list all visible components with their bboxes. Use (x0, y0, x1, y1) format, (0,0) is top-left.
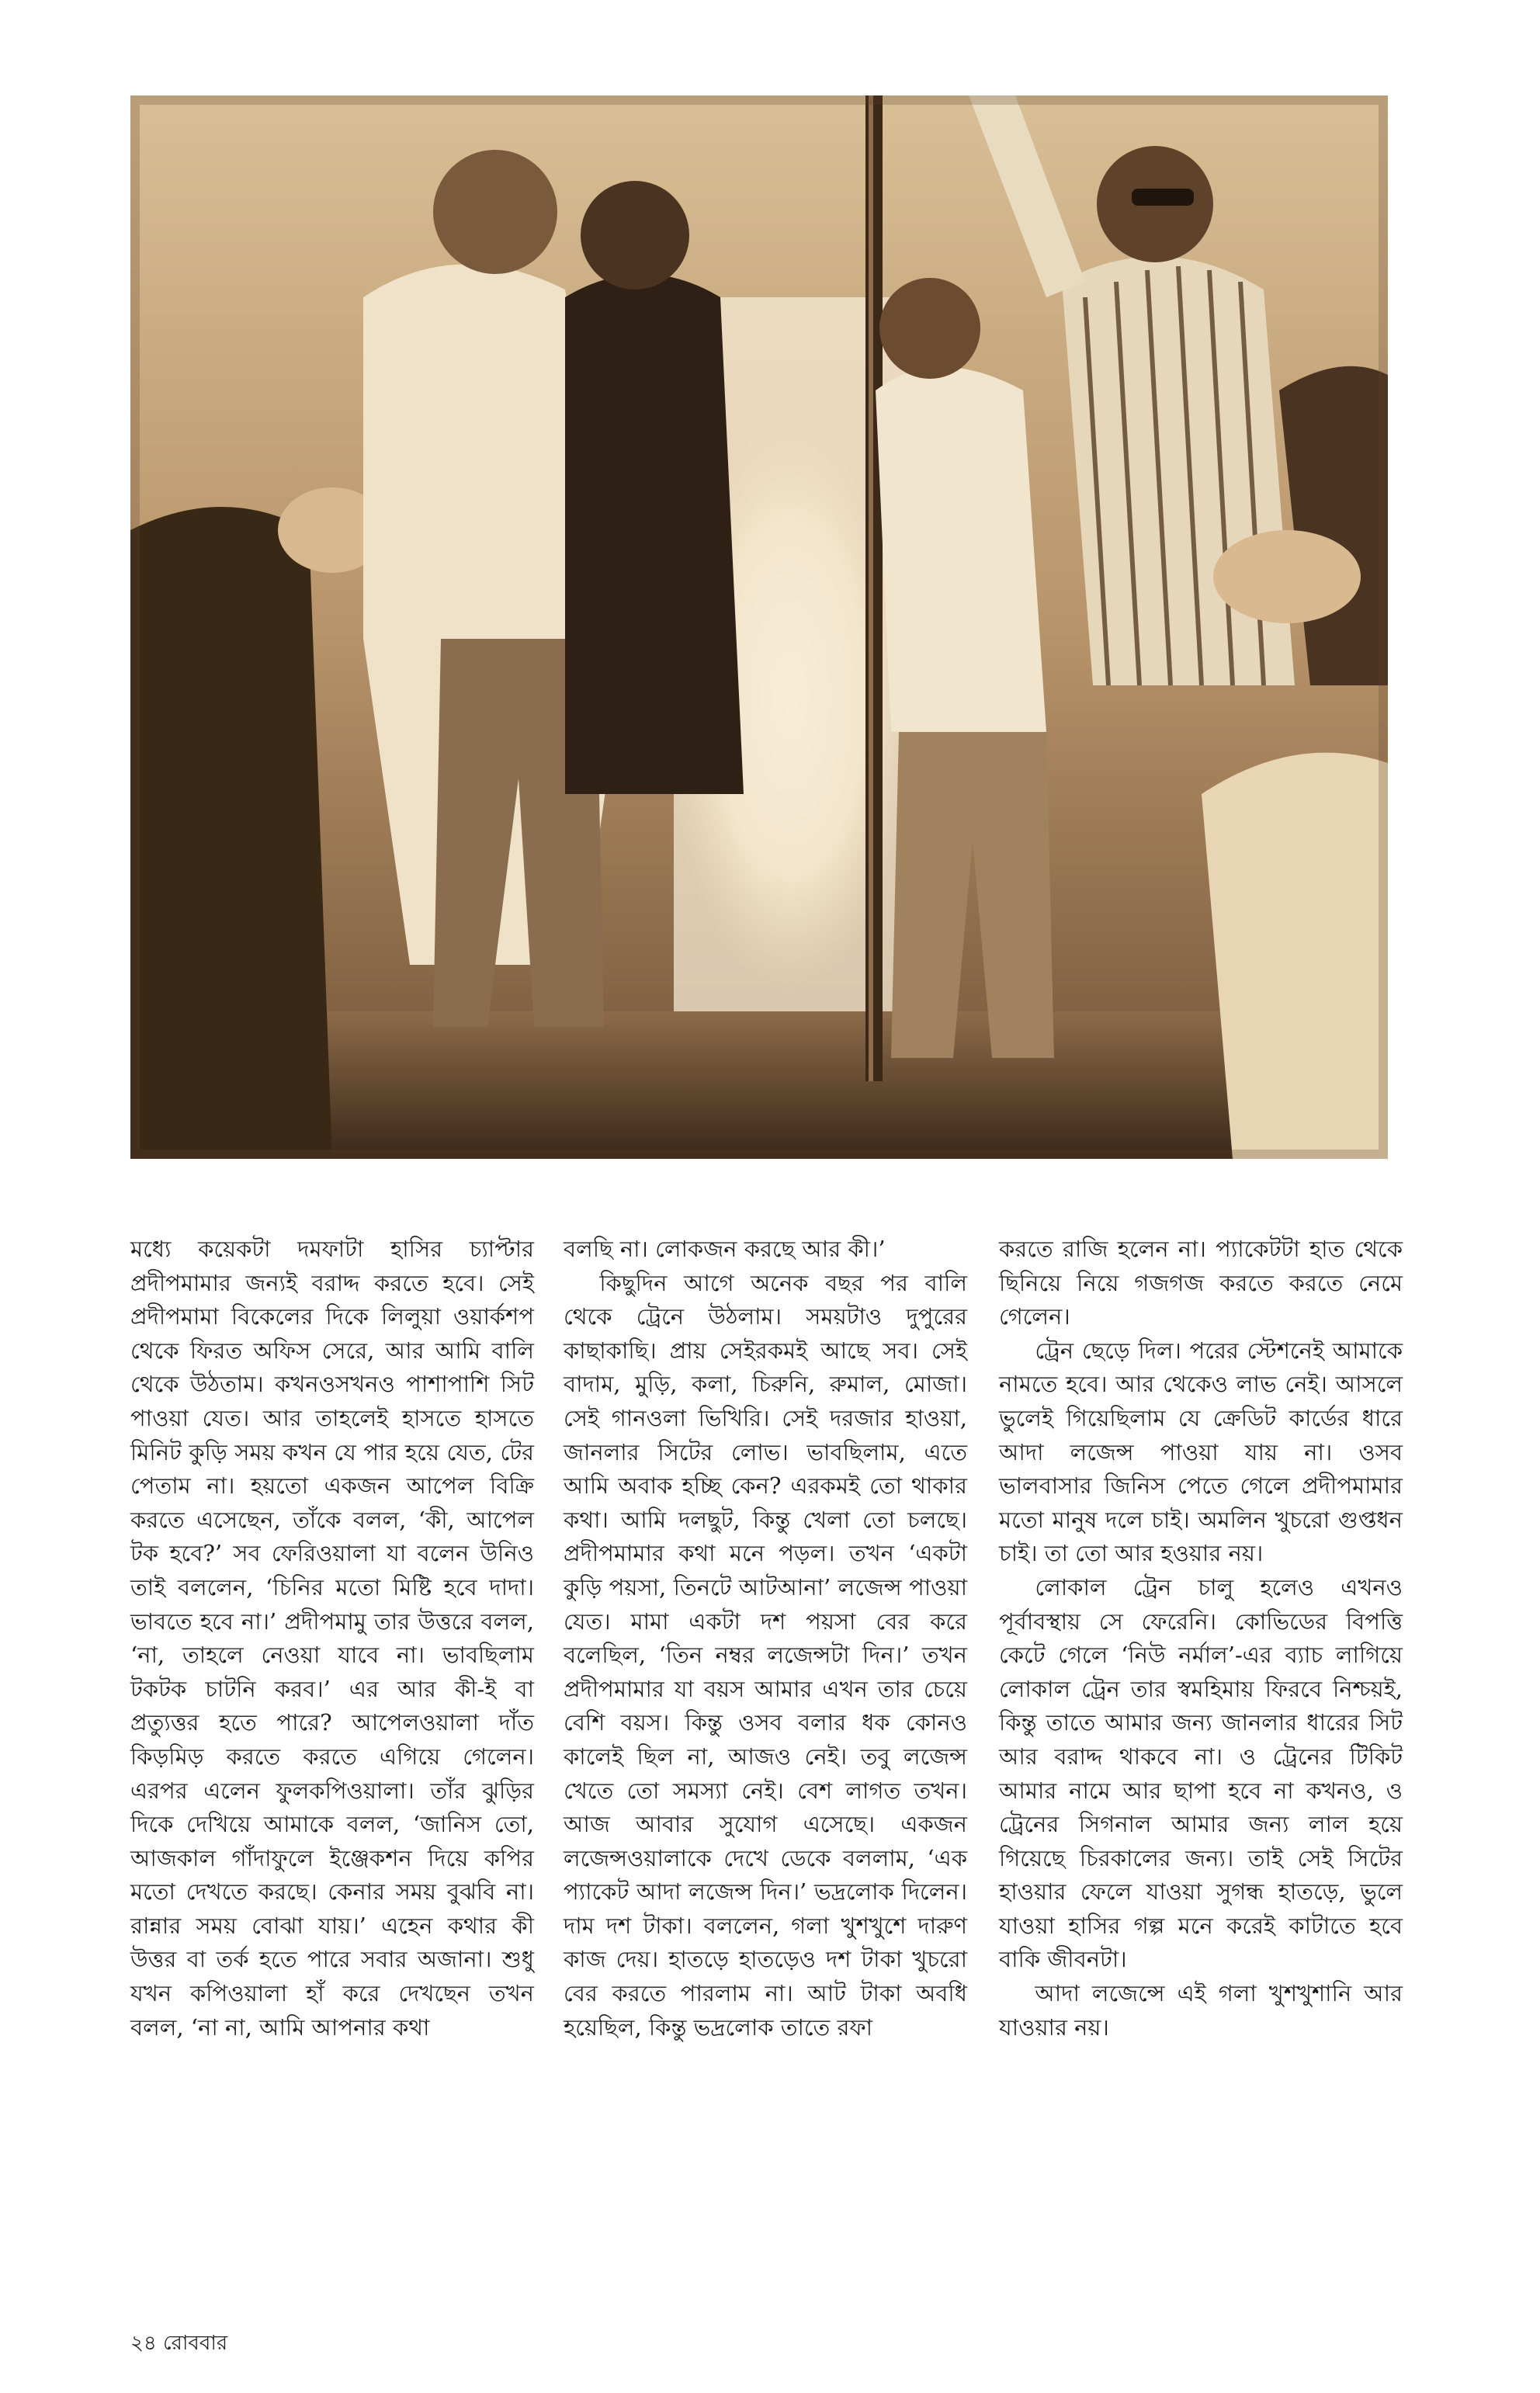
paragraph: করতে রাজি হলেন না। প্যাকেটটা হাত থেকে ছিনিয়ে নিয়ে গজগজ করতে করতে নেমে গেলেন। (999, 1236, 1403, 1330)
article-column-1 (130, 1233, 534, 2044)
paragraph: আদা লজেন্সে এই গলা খুশখুশানি আর যাওয়ার নয়। (999, 1980, 1403, 2041)
page-folio: ২৪ রোববার (130, 2332, 228, 2355)
paragraph: লোকাল ট্রেন চালু হলেও এখনও পূর্বাবস্থায় সে ফেরেনি। কোভিডের বিপত্তি কেটে গেলে ‘নিউ নর্মাল’-এর ব্যাচ লাগিয়ে লোকাল ট্রেন তার স্বমহিমায় ফিরবে নিশ্চয়ই, কিন্তু তাতে আমার জন্য জানলার ধারের সিট আর বরাদ্দ থাকবে না। ও ট্রেনের টিকিট আমার নামে আর ছাপা হবে না কখনও, ও ট্রেনের সিগনাল আমার জন্য লাল হয়ে গিয়েছে চিরকালের জন্য। তাই সেই সিটের হাওয়ার ফেলে যাওয়া সুগন্ধ হাতড়ে, ভুলে যাওয়া হাসির গল্প মনে করেই কাটাতে হবে বাকি জীবনটা। (999, 1573, 1403, 1973)
paragraph: বলছি না। লোকজন করছে আর কী।’ (564, 1236, 886, 1262)
paragraph: কিছুদিন আগে অনেক বছর পর বালি থেকে ট্রেনে উঠলাম। সময়টাও দুপুরের কাছাকাছি। প্রায় সেইরকমই আছে সব। সেই বাদাম, মুড়ি, কলা, চিরুনি, রুমাল, মোজা। সেই গানওলা ভিখিরি। সেই দরজার হাওয়া, জানলার সিটের লোভ। ভাবছিলাম, এতে আমি অবাক হচ্ছি কেন? এরকমই তো থাকার কথা। আমি দলছুট, কিন্তু খেলা তো চলছে। প্রদীপমামার কথা মনে পড়ল। তখন ‘একটা কুড়ি পয়সা, তিনটে আটআনা’ লজেন্স পাওয়া যেত। মামা একটা দশ পয়সা বের করে বলেছিল, ‘তিন নম্বর লজেন্সটা দিন।’ তখন প্রদীপমামার যা বয়স আমার এখন তার চেয়ে বেশি বয়স। কিন্তু ওসব বলার ধক কোনও কালেই ছিল না, আজও নেই। তবু লজেন্স খেতে তো সমস্যা নেই। বেশ লাগত তখন। আজ আবার সুযোগ এসেছে। একজন লজেন্সওয়ালাকে দেখে ডেকে বললাম, ‘এক প্যাকেট আদা লজেন্স দিন।’ ভদ্রলোক দিলেন। দাম দশ টাকা। বললেন, গলা খুশখুশে দারুণ কাজ দেয়। হাতড়ে হাতড়েও দশ টাকা খুচরো বের করতে পারলাম না। আট টাকা অবধি হয়েছিল, কিন্তু ভদ্রলোক তাতে রফা (564, 1269, 967, 2041)
article-column-3 (999, 1233, 1403, 2044)
article-column-2 (564, 1233, 967, 2044)
paragraph: মধ্যে কয়েকটা দমফাটা হাসির চ্যাপ্টার প্রদীপমামার জন্যই বরাদ্দ করতে হবে। সেই প্রদীপমামা বিকেলের দিকে লিলুয়া ওয়ার্কশপ থেকে ফিরত অফিস সেরে, আর আমি বালি থেকে উঠতাম। কখনওসখনও পাশাপাশি সিট পাওয়া যেত। আর তাহলেই হাসতে হাসতে মিনিট কুড়ি সময় কখন যে পার হয়ে যেত, টের পেতাম না। হয়তো একজন আপেল বিক্রি করতে এসেছেন, তাঁকে বলল, ‘কী, আপেল টক হবে?’ সব ফেরিওয়ালা যা বলেন উনিও তাই বললেন, ‘চিনির মতো মিষ্টি হবে দাদা। ভাবতে হবে না।’ প্রদীপমামু তার উত্তরে বলল, ‘না, তাহলে নেওয়া যাবে না। ভাবছিলাম টকটক চাটনি করব।’ এর আর কী-ই বা প্রত্যুত্তর হতে পারে? আপেলওয়ালা দাঁত কিড়মিড় করতে করতে এগিয়ে গেলেন। এরপর এলেন ফুলকপিওয়ালা। তাঁর ঝুড়ির দিকে দেখিয়ে আমাকে বলল, ‘জানিস তো, আজকাল গাঁদাফুলে ইঞ্জেকশন দিয়ে কপির মতো দেখতে করছে। কেনার সময় বুঝবি না। রান্নার সময় বোঝা যায়।’ এহেন কথার কী উত্তর বা তর্ক হতে পারে সবার অজানা। শুধু যখন কপিওয়ালা হাঁ করে দেখছেন তখন বলল, ‘না না, আমি আপনার কথা (130, 1236, 534, 2041)
paragraph: ট্রেন ছেড়ে দিল। পরের স্টেশনেই আমাকে নামতে হবে। আর থেকেও লাভ নেই। আসলে ভুলেই গিয়েছিলাম যে ক্রেডিট কার্ডের ধারে আদা লজেন্স পাওয়া যায় না। ওসব ভালবাসার জিনিস পেতে গেলে প্রদীপমামার মতো মানুষ দলে চাই। অমলিন খুচরো গুপ্তধন চাই। তা তো আর হওয়ার নয়। (999, 1337, 1403, 1567)
train-crowd-illustration (130, 95, 1388, 1159)
article-photo (130, 95, 1388, 1159)
